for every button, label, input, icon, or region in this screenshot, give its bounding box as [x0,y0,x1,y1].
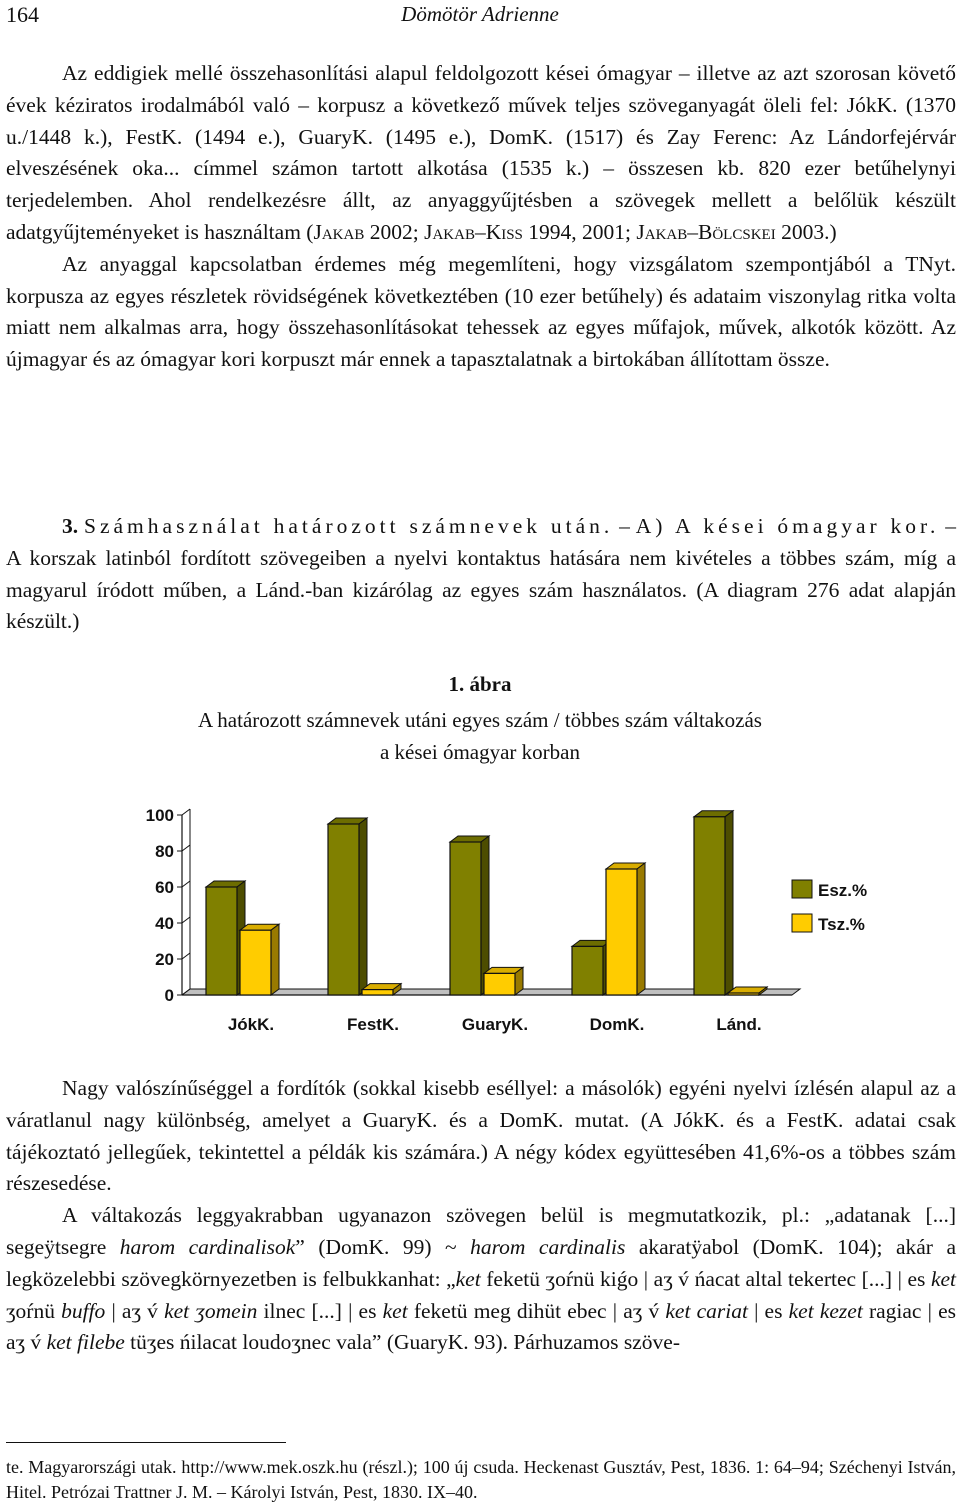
bar-tsz [728,993,759,995]
y-tick-label: 100 [145,806,174,825]
bar-tsz [362,990,393,995]
x-tick-label: DomK. [589,1015,645,1034]
bar-esz [450,842,481,995]
paragraph-corpus: Az eddigiek mellé összehasonlítási alapul feldolgozott kései ómagyar – illetve az azt szorosan követő évek kéziratos irodalmából való – korpusz a következő művek teljes szöveganyagát öleli fel: JókK. (1370 u./1448 k.), FestK. (1494 e.), GuaryK. (1495 e.), DomK. (1517) és Zay Ferenc: Az Lándorfejérvár elveszésének oka... címmel számon tartott alkotása (1535 k.) – összesen kb. 820 ezer betűhelynyi terjedelemben. Ahol rendelkezésre állt, az anyaggyűjtésben a szövegek mellett a belőlük készült adatgyűjteményeket is használtam (Jakab 2002; Jakab–Kiss 1994, 2001; Jakab–Bölcskei 2003.) [6,61,956,244]
bar-esz [206,887,237,995]
paragraph-tnyt: Az anyaggal kapcsolatban érdemes még megemlíteni, hogy vizsgálatom szempontjából a TNyt. korpusza az egyes részletek rövidségének következtében (10 ezer betűhely) és adataim viszonylag ritka volta miatt nem alkalmas arra, hogy összehasonlításokat tehessek az egyes műfajok, művek, alkotók között. Az újmagyar és az ómagyar kori korpuszt már ennek a tapasztalatnak a birtokában állítottam össze. [6,251,956,372]
section-title: Számhasználat határozott számnevek után. [84,514,614,538]
y-tick-label: 20 [155,950,174,969]
legend-swatch [792,914,812,932]
section-3 [6,511,956,638]
bar-tsz [606,869,637,995]
page-number: 164 [6,2,39,27]
citation-jakab: Jakab [313,219,365,244]
subsection-title: A) A kései ómagyar kor. [635,514,940,538]
citation-jakab-kiss: Jakab–Kiss [424,219,523,244]
legend-label: Tsz.% [818,915,865,934]
footnote-rule [6,1442,286,1443]
legend-swatch [792,880,812,898]
citation-jakab-bolcskei: Jakab–Bölcskei [636,219,776,244]
bar-chart [100,795,900,1045]
bar-esz [572,946,603,995]
y-tick-label: 60 [155,878,174,897]
section-number: 3. [62,514,79,538]
y-tick-label: 80 [155,842,174,861]
bar-esz [328,824,359,995]
footnote: te. Magyarországi utak. http://www.mek.oszk.hu (részl.); 100 új csuda. Heckenast Gusztáv, Pest, 1836. 1: 64–94; Széchenyi István, Hitel. Petrózai Trattner J. M. – Károlyi István, Pest, 1830. IX–40. [6,1457,956,1502]
y-tick-depth [182,953,190,959]
paragraph-examples: A váltakozás leggyakrabban ugyanazon szövegen belül is megmutatkozik, pl.: „adatanak [...] segeÿtsegre harom cardinalisok” (DomK. 99) ~ harom cardinalis akaratÿabol (DomK. 104); akár a legközelebbi szövegkörnyezetben is felbukkanhat: „ket feketü ʒoŕnü kiǵo | aʒ v́ ńacat altal tekertec [...] | es ket ʒoŕnü buffo | aʒ v́ ket ʒomein ilnec [...] | es ket feketü meg dihüt ebec | aʒ v́ ket cariat | es ket kezet ragiac | es aʒ v́ ket filebe tüʒes ńilacat loudoʒnec vala” (GuaryK. 93). Párhuzamos szöve- [6,1203,957,1355]
y-tick-label: 40 [155,914,174,933]
paragraph-difference: Nagy valószínűséggel a fordítók (sokkal kisebb eséllyel: a másolók) egyéni nyelvi ízlésén alapul az a váratlanul nagy különbség, amelyet a GuaryK. és a DomK. mutat. (A JókK. és a FestK. adatai csak tájékoztató jellegűek, tekintettel a példák kis számára.) A négy kódex együttesében 41,6%-os a többes szám részesedése. [6,1076,956,1196]
y-tick-depth [182,845,190,851]
x-tick-label: JókK. [227,1015,275,1034]
y-tick-label: 0 [164,986,174,1005]
running-title: Dömötör Adrienne [401,2,559,26]
bar-esz [694,817,725,995]
legend-label: Esz.% [818,881,868,900]
bar-side [271,924,279,995]
bar-tsz [484,973,515,995]
y-tick-depth [182,917,190,923]
figure-number: 1. ábra [448,672,512,696]
y-tick-depth [182,881,190,887]
bar-side [359,818,367,995]
x-tick-label: Lánd. [716,1015,762,1034]
page-header [0,0,960,34]
bar-tsz [240,930,271,995]
discussion-paragraphs [6,1073,956,1359]
y-tick-depth [182,809,190,815]
bar-side [637,863,645,995]
x-tick-label: FestK. [347,1015,399,1034]
intro-paragraphs [6,58,956,376]
bar-side [725,811,733,995]
x-tick-label: GuaryK. [461,1015,529,1034]
figure-caption: A határozott számnevek utáni egyes szám / többes szám váltakozás a kései ómagyar korban [198,708,762,764]
paragraph-section: 3. Számhasználat határozott számnevek után. – A) A kései ómagyar kor. – A korszak latinból fordított szövegeiben a nyelvi kontaktus hatására nem kivételes a többes szám, míg a magyarul íródott műben, a Lánd.-ban kizárólag az egyes szám használatos. (A diagram 276 adat alapján készült.) [6,514,957,634]
